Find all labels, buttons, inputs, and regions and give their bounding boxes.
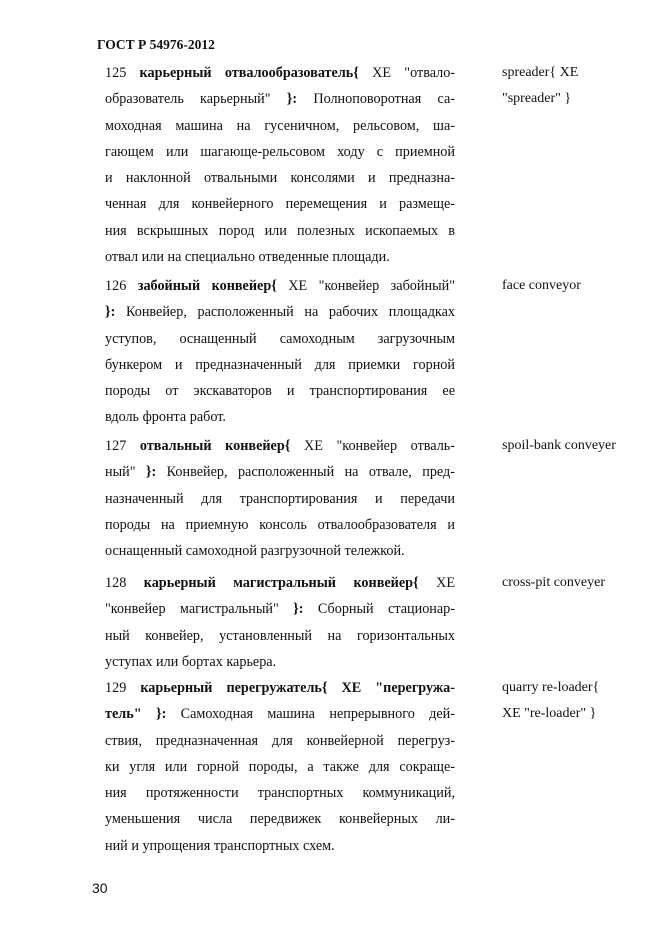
definition-text: XE "конвейер забойный" [288,278,455,294]
definition-text: ний и упрощения транспортных схем. [105,837,335,854]
definition-line [105,833,455,859]
definition-line [105,352,455,378]
definition-text: отвал или на специально отведенные площади. [105,249,390,266]
english-equivalent [502,433,652,459]
document-header: ГОСТ Р 54976-2012 [97,37,215,52]
definition-text: XE "отвало- [372,65,456,81]
definition-text: Полноповоротная са- [297,91,455,108]
term-name: { [413,575,437,591]
term-name: тель" }: [105,706,167,723]
definition-text: "конвейер магистральный" [105,601,294,618]
definition-line [105,404,455,430]
term-name: карьерный перегружатель{ XE "перегружа- [140,680,456,696]
term-name: { [284,438,304,454]
english-equivalent [502,273,652,299]
definition-text: ный" [105,464,146,481]
definition-text: образователь карьерный" [105,91,287,108]
definition-text: уступов, оснащенный самоходным загрузочным [105,330,455,347]
english-term-line: face conveyor [502,278,581,293]
definition-line [105,596,455,622]
term-definition [105,273,455,431]
definition-text: вдоль фронта работ. [105,409,226,426]
term-name: { [271,278,289,294]
definition-text: бункером и предназначенный для приемки горной [105,356,455,373]
definition-line [105,139,455,165]
term-name: { [353,65,373,81]
page-number: 30 [92,880,108,896]
definition-line [105,218,455,244]
english-term-line: cross-pit conveyer [502,575,606,590]
definition-text: 125 [105,65,140,81]
definition-line [105,728,455,754]
definition-line [105,244,455,270]
term-name: }: [105,304,116,321]
definition-text: 126 [105,278,138,294]
english-term-line: XE "re-loader" } [502,706,597,722]
english-term-line: spreader{ XE [502,65,579,80]
english-equivalent [502,570,652,596]
definition-line [105,459,455,485]
definition-text: 127 [105,438,140,454]
definition-line [105,675,455,701]
definition-line [105,113,455,139]
definition-line [105,86,455,112]
definition-line [105,570,455,596]
definition-text: Конвейер, расположенный на отвале, пред- [156,464,455,481]
definition-line [105,754,455,780]
term-definition [105,433,455,564]
term-name: }: [293,601,304,618]
definition-line [105,806,455,832]
term-definition [105,60,455,270]
definition-line [105,299,455,325]
english-term-line: spoil-bank conveyer [502,438,616,453]
term-name: отвальный конвейер [139,438,285,454]
term-name: карьерный отвалообразователь [139,65,354,81]
definition-text: ствия, предназначенная для конвейерной перегруз- [105,732,455,749]
definition-text: ки угля или горной породы, а также для сокраще- [105,758,455,775]
definition-text: XE "конвейер отваль- [303,438,455,454]
definition-text: Сборный стационар- [303,601,455,618]
definition-line [105,60,455,86]
definition-line [105,165,455,191]
definition-text: оснащенный самоходной разгрузочной тележкой. [105,543,405,560]
definition-line [105,326,455,352]
definition-line [105,701,455,727]
definition-text: гающем или шагающе-рельсовом ходу с приемной [105,143,455,160]
definition-text: назначенный для транспортирования и передачи [105,490,455,507]
definition-text: XE [436,575,456,591]
definition-text: уменьшения числа передвижек конвейерных ли- [105,811,455,828]
definition-line [105,512,455,538]
definition-line [105,486,455,512]
term-definition [105,675,455,859]
definition-text: ный конвейер, установленный на горизонтальных [105,627,455,644]
definition-line [105,378,455,404]
definition-line [105,538,455,564]
definition-text: и наклонной отвальными консолями и предназна- [105,170,455,187]
definition-text: моходная машина на гусеничном, рельсовом, ша- [105,117,455,134]
definition-line [105,649,455,675]
definition-line [105,623,455,649]
definition-line [105,433,455,459]
definition-text: породы на приемную консоль отвалообразователя и [105,516,455,533]
definition-text: ния вскрышных пород или полезных ископаемых в [105,222,455,239]
english-term-line: "spreader" } [502,91,572,107]
definition-text: уступах или бортах карьера. [105,653,277,670]
definition-line [105,273,455,299]
definition-line [105,780,455,806]
term-definition [105,570,455,675]
term-name: }: [145,464,157,481]
definition-line [105,191,455,217]
term-name: забойный конвейер [137,278,272,294]
definition-text: ния протяженности транспортных коммуникаций, [105,785,455,802]
definition-text: Конвейер, расположенный на рабочих площадках [115,304,455,321]
definition-text: ченная для конвейерного перемещения и размеще- [105,196,455,213]
definition-text: Самоходная машина непрерывного дей- [166,706,455,723]
term-name: карьерный магистральный конвейер [143,575,414,591]
definition-text: 128 [105,575,144,591]
term-name: }: [286,91,298,108]
definition-text: 129 [105,680,141,696]
english-equivalent [502,675,652,728]
definition-text: породы от экскаваторов и транспортирования ее [105,383,455,400]
english-equivalent [502,60,652,113]
english-term-line: quarry re-loader{ [502,680,600,695]
